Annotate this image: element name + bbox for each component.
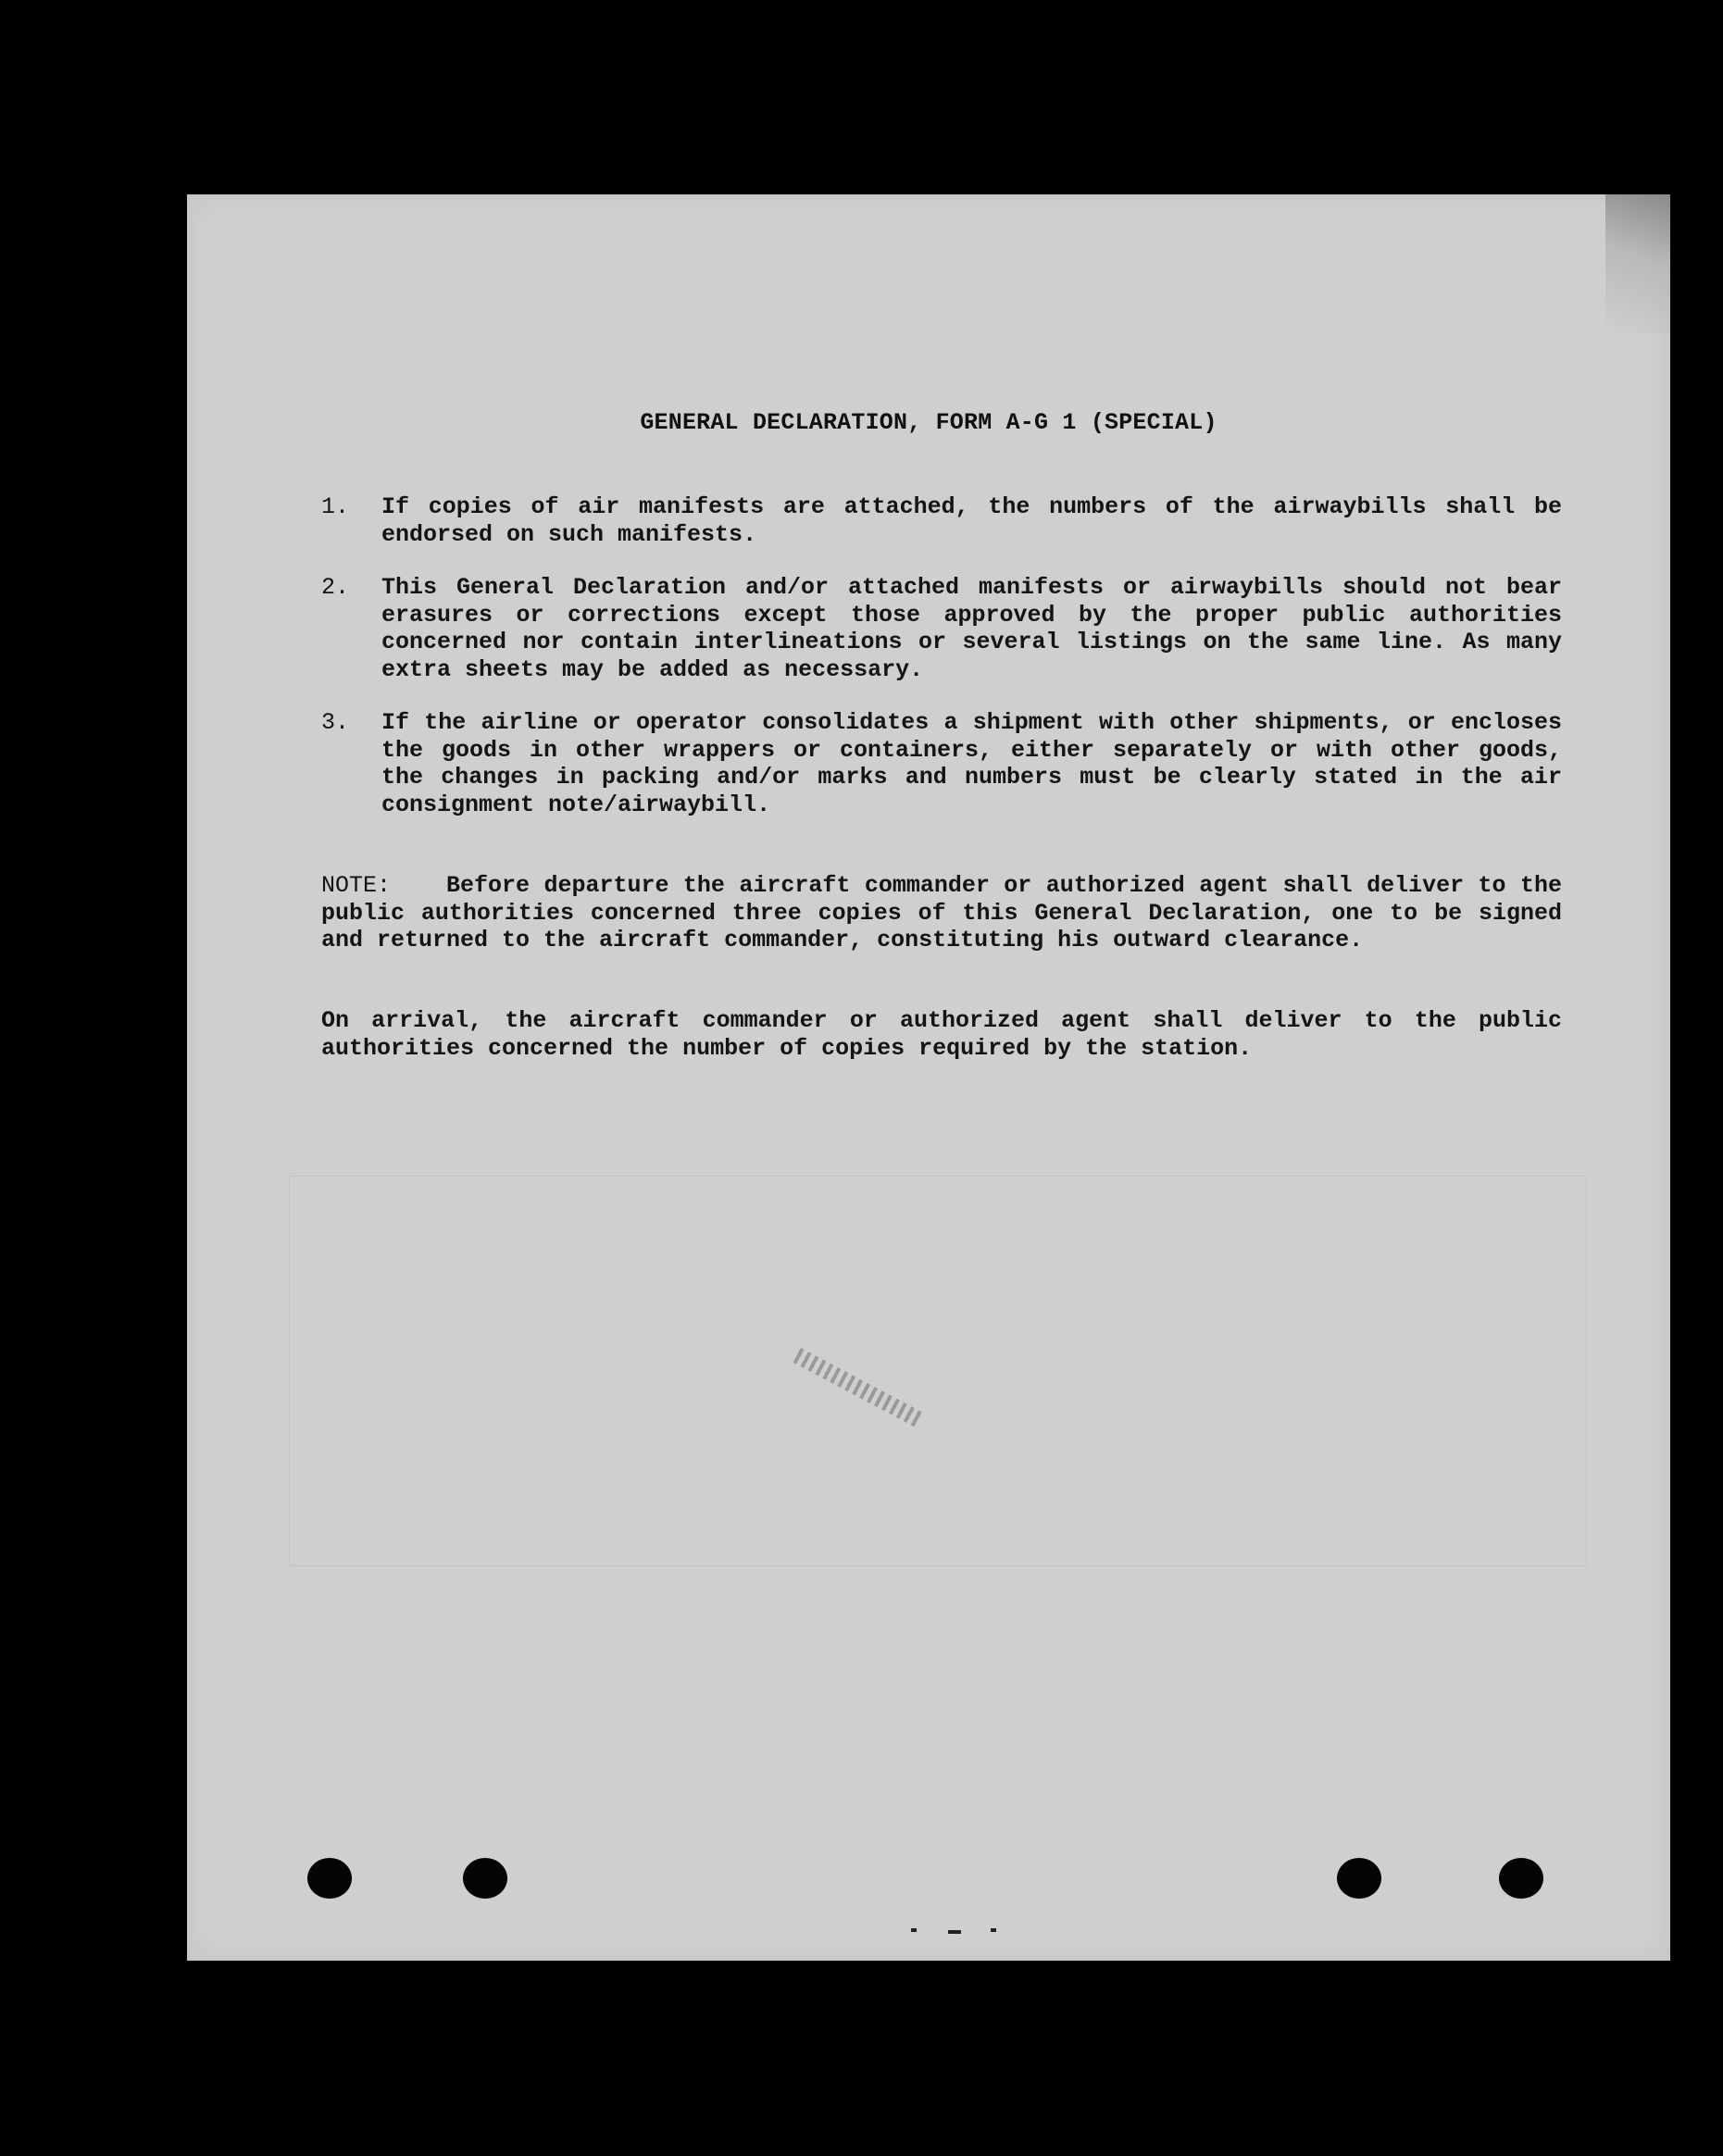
- ink-speck: [991, 1928, 996, 1932]
- punch-hole: [1337, 1858, 1381, 1899]
- arrival-paragraph: On arrival, the aircraft commander or authorized agent shall deliver to the public authorities concerned the number of copies required by the station.: [321, 1007, 1562, 1062]
- ink-speck: [911, 1928, 917, 1932]
- list-item: [321, 574, 1562, 683]
- document-page: [187, 194, 1670, 1961]
- punch-hole: [463, 1858, 507, 1899]
- item-text: If the airline or operator consolidates a shipment with other shipments, or encloses the goods in other wrappers or containers, either separately or with other goods, the changes in packing and/or marks and numbers must be clearly stated in the air consignment note/airwaybill.: [381, 709, 1562, 818]
- page-corner-shadow: [1605, 194, 1670, 333]
- item-number: 2.: [321, 574, 350, 601]
- item-text: If copies of air manifests are attached, the numbers of the airwaybills shall be endorsed on such manifests.: [381, 493, 1562, 548]
- list-item: [321, 709, 1562, 818]
- punch-hole: [307, 1858, 352, 1899]
- punch-hole: [1499, 1858, 1543, 1899]
- item-number: 3.: [321, 709, 350, 736]
- item-number: 1.: [321, 493, 350, 520]
- note-label: NOTE:: [321, 872, 392, 899]
- item-text: This General Declaration and/or attached manifests or airwaybills should not bear erasures or corrections except those approved by the proper public authorities concerned nor contain interlineations or several listings on the same line. As many extra sheets may be added as necessary.: [381, 574, 1562, 683]
- note-paragraph: [321, 872, 1562, 954]
- note-text: Before departure the aircraft commander or authorized agent shall deliver to the public authorities concerned three copies of this General Declaration, one to be signed and returned to the aircraft commander, constituting his outward clearance.: [321, 872, 1562, 953]
- bleed-through-form: [289, 1176, 1587, 1566]
- ink-speck: [948, 1930, 961, 1934]
- document-title: GENERAL DECLARATION, FORM A-G 1 (SPECIAL): [640, 409, 1217, 436]
- list-item: [321, 493, 1562, 548]
